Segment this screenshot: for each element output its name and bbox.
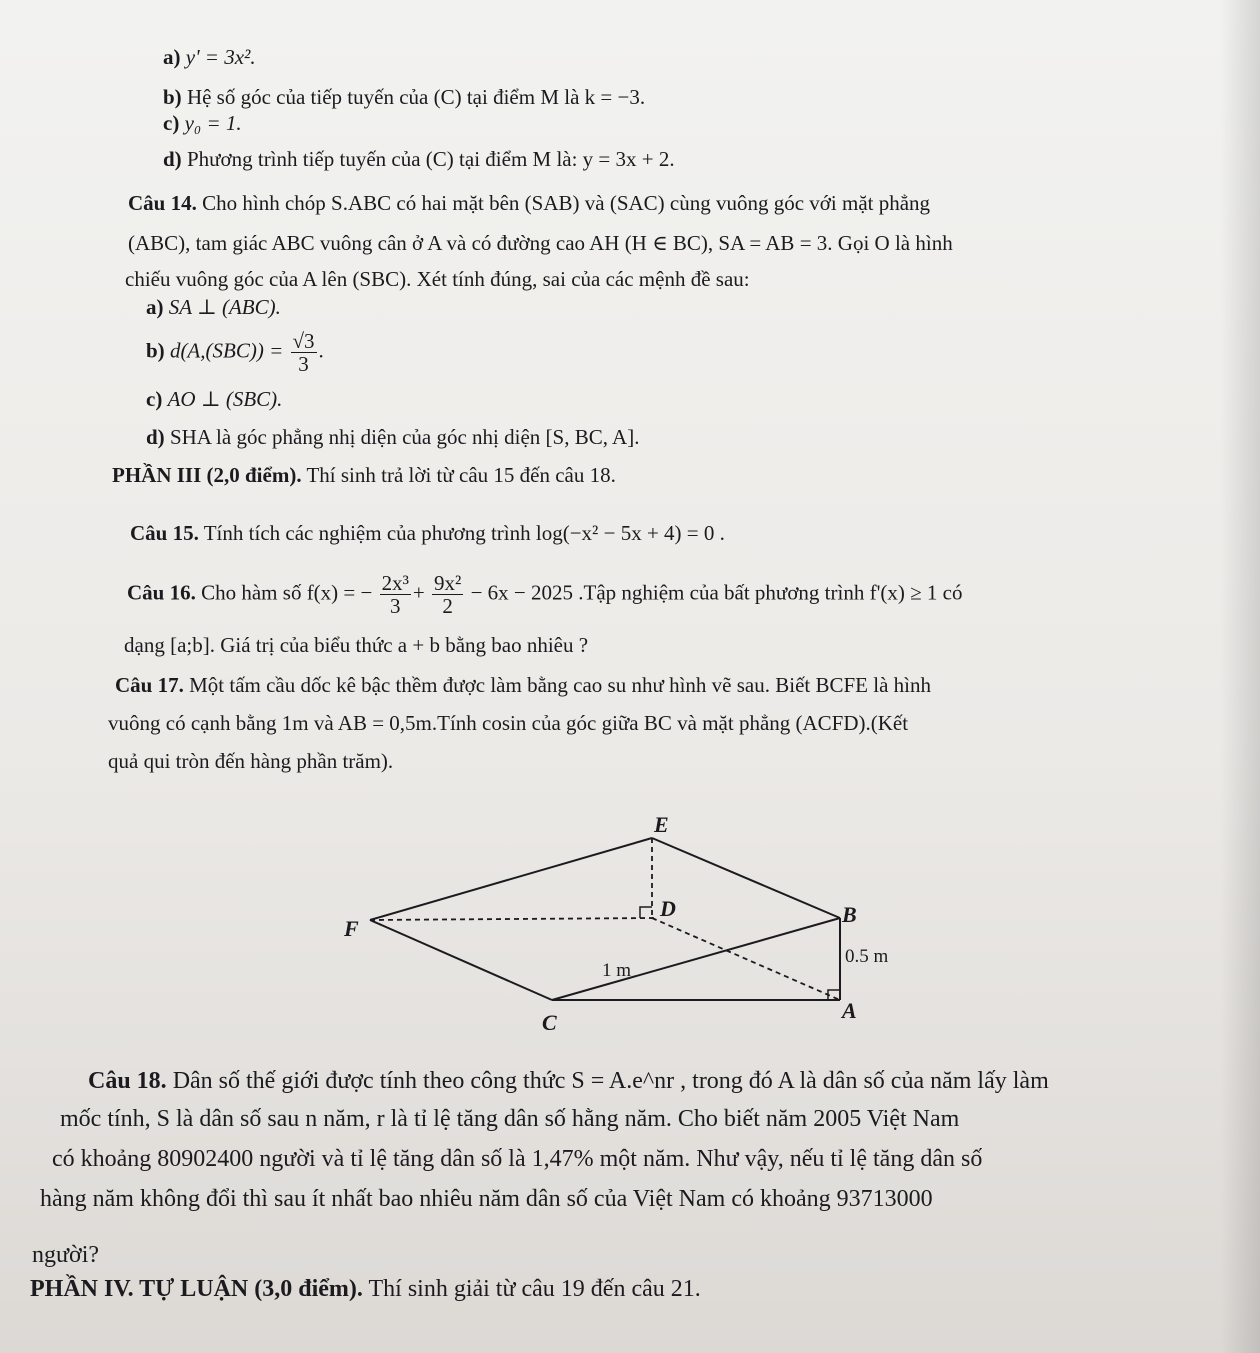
q17-line3: quả qui tròn đến hàng phần trăm). <box>108 749 394 773</box>
fraction-2x3-over-3: $\frac{\text{2x³}}{3}$ <box>381 571 409 618</box>
label-B: B <box>842 902 857 927</box>
fraction-9x2-over-2: $\frac{\text{9x²}}{2}$ <box>434 571 462 618</box>
q18-line5: người? <box>32 1242 100 1268</box>
q17-line2: vuông có cạnh bằng 1m và AB = 0,5m.Tính cosin của góc giữa BC và mặt phẳng (ACFD).(Kết <box>108 711 909 735</box>
q14-option-b: b) d(A,(SBC)) = $\frac{√3}{3}$ . <box>146 329 324 376</box>
q16-line1: Câu 16. Cho hàm số f(x) = − $\frac{\text{2x³}}{3}$ + $\frac{\text{9x²}}{2}$ − 6x − 2025 .Tập nghiệm của bất phương trình f'(x) ≥ 1 có <box>127 571 963 618</box>
q18-line1: Câu 18. Dân số thế giới được tính theo công thức S = A.e^nr , trong đó A là dân số của năm lấy làm <box>88 1068 1049 1094</box>
q18-line3: có khoảng 80902400 người và tỉ lệ tăng dân số là 1,47% một năm. Như vậy, nếu tỉ lệ tăng dân số <box>52 1146 983 1172</box>
q17-line1: Câu 17. Một tấm cầu dốc kê bậc thềm được làm bằng cao su như hình vẽ sau. Biết BCFE là hình <box>115 673 931 697</box>
ramp-diagram <box>330 810 910 1040</box>
edge-FE <box>370 838 652 920</box>
q14-line2: (ABC), tam giác ABC vuông cân ở A và có đường cao AH (H ∈ BC), SA = AB = 3. Gọi O là hình <box>128 231 953 255</box>
q14-option-a: a) SA ⊥ (ABC). <box>146 295 281 319</box>
label-C: C <box>542 1010 557 1035</box>
q18-line2: mốc tính, S là dân số sau n năm, r là tỉ lệ tăng dân số hằng năm. Cho biết năm 2005 Việt Nam <box>60 1106 960 1132</box>
prev-option-c: c) y₀ = 1. <box>163 111 242 135</box>
prev-option-a: a) y' = 3x². <box>163 45 256 69</box>
right-angle-D <box>640 907 652 918</box>
part4-heading: PHẦN IV. TỰ LUẬN (3,0 điểm). Thí sinh giải từ câu 19 đến câu 21. <box>30 1276 701 1302</box>
part3-heading: PHẦN III (2,0 điểm). Thí sinh trả lời từ câu 15 đến câu 18. <box>112 463 616 487</box>
edge-FC <box>370 920 552 1000</box>
q14-line1: Câu 14. Cho hình chóp S.ABC có hai mặt bên (SAB) và (SAC) cùng vuông góc với mặt phẳng <box>128 191 931 215</box>
label-1m: 1 m <box>602 960 632 981</box>
label-E: E <box>654 812 669 837</box>
q15-text: Câu 15. Tính tích các nghiệm của phương trình log(−x² − 5x + 4) = 0 . <box>130 521 725 545</box>
edge-FD <box>370 918 655 920</box>
label-F: F <box>344 916 359 941</box>
q18-line4: hàng năm không đổi thì sau ít nhất bao nhiêu năm dân số của Việt Nam có khoảng 93713000 <box>40 1186 933 1212</box>
page-shadow <box>1220 0 1260 1353</box>
edge-EB <box>652 838 840 918</box>
label-A: A <box>842 998 857 1023</box>
sqrt3-over-3-fraction: $\frac{√3}{3}$ <box>292 329 315 376</box>
q14-line3: chiếu vuông góc của A lên (SBC). Xét tính đúng, sai của các mệnh đề sau: <box>125 267 750 291</box>
label-D: D <box>660 896 676 921</box>
q14-option-c: c) AO ⊥ (SBC). <box>146 387 283 411</box>
edge-DA <box>652 918 840 1000</box>
prev-option-b: b) Hệ số góc của tiếp tuyến của (C) tại điểm M là k = −3. <box>163 85 646 109</box>
prev-option-d: d) Phương trình tiếp tuyến của (C) tại điểm M là: y = 3x + 2. <box>163 147 675 171</box>
q14-option-d: d) SHA là góc phẳng nhị diện của góc nhị diện [S, BC, A]. <box>146 425 640 449</box>
label-0-5m: 0.5 m <box>845 946 889 967</box>
edge-CB <box>552 918 840 1000</box>
q16-line2: dạng [a;b]. Giá trị của biểu thức a + b bằng bao nhiêu ? <box>124 633 589 657</box>
